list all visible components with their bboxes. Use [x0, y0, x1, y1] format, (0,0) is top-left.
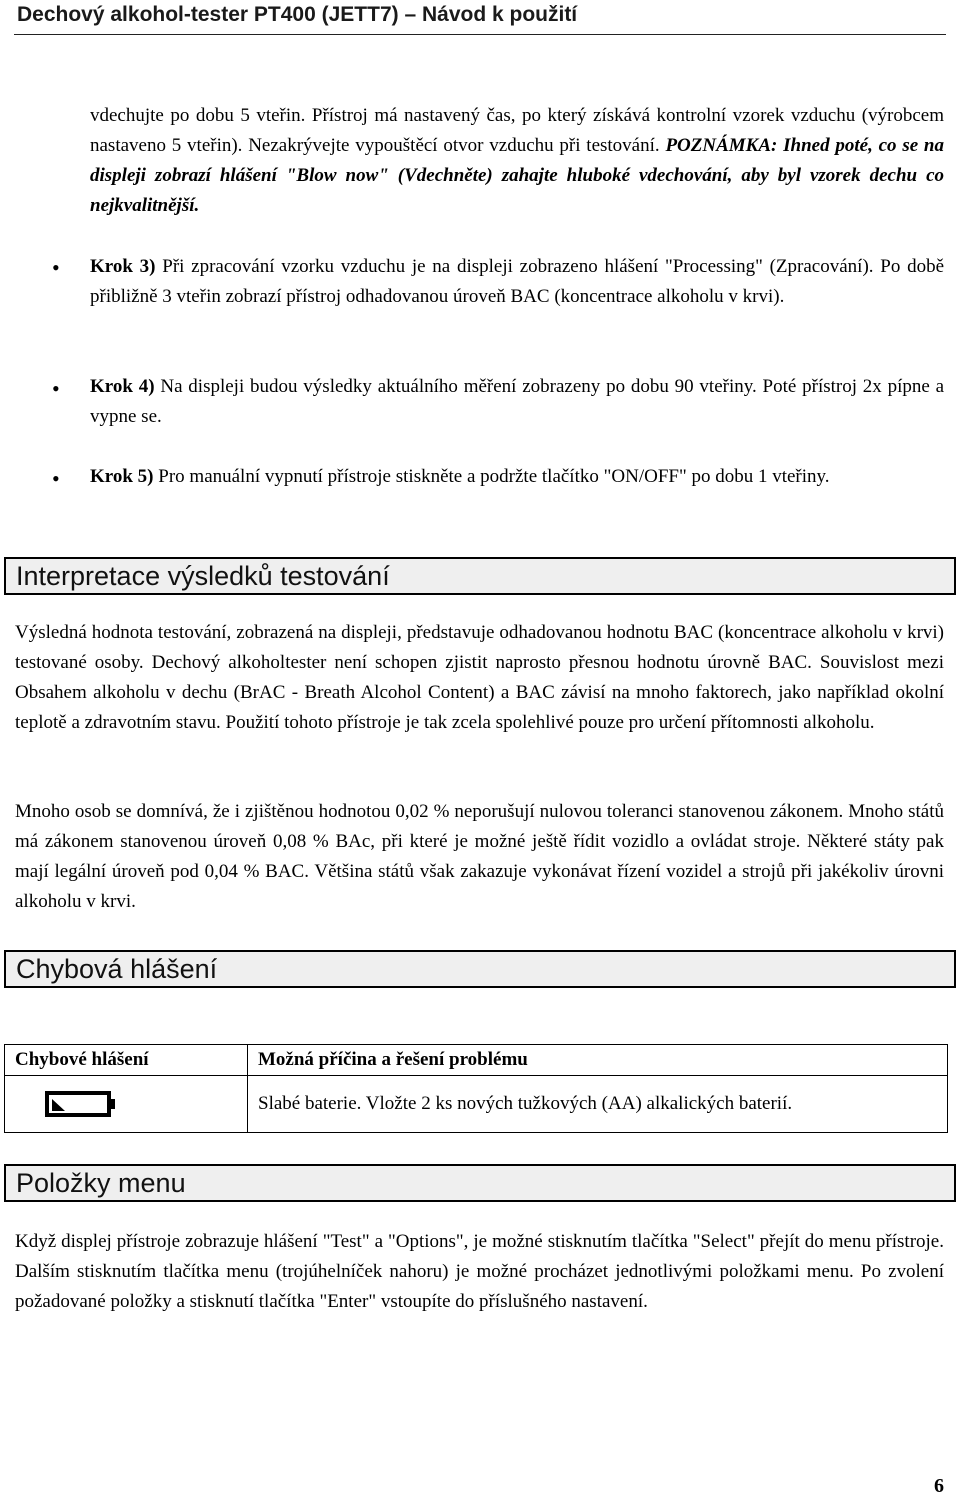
- bullet-icon: •: [52, 255, 60, 280]
- error-icon-cell: [5, 1076, 248, 1133]
- low-battery-icon: [45, 1091, 117, 1117]
- intro-note: POZNÁMKA: Ihned poté, co se na displeji zobrazí hlášení "Blow now" (Vdechněte) zahajte hluboké vdechování, aby byl vzorek dechu co nejkvalitnější.: [90, 135, 944, 216]
- step-3: [90, 252, 944, 312]
- intro-text: vdechujte po dobu 5 vteřin. Přístroj má nastavený čas, po který získává kontrolní vzorek vzduchu (výrobcem nastaveno 5 vteřin). Nezakrývejte vypouštěcí otvor vzduchu při testování.: [90, 105, 944, 156]
- document-header-title: Dechový alkohol-tester PT400 (JETT7) – Návod k použití: [17, 3, 578, 26]
- step-4: [90, 372, 944, 432]
- intro-block: [90, 101, 944, 221]
- error-table-col-header: Chybové hlášení: [5, 1045, 248, 1076]
- step-label: Krok 4): [90, 376, 155, 397]
- menu-paragraph: Když displej přístroje zobrazuje hlášení "Test" a "Options", je možné stisknutím tlačítka "Select" přejít do menu přístroje. Dalším stisknutím tlačítka menu (trojúhelníček nahoru) je možné procházet jednotlivými položkami menu. Po zvolení požadované položky a stisknutí tlačítka "Enter" vstoupíte do příslušného nastavení.: [15, 1231, 944, 1312]
- error-table-header-row: [5, 1045, 948, 1076]
- table-row: [5, 1076, 948, 1133]
- interpretation-paragraph-2: Mnoho osob se domnívá, že i zjištěnou hodnotou 0,02 % neporušují nulovou toleranci stanovenou zákonem. Mnoho států má zákonem stanovenou úroveň 0,08 % BAc, při které je možné ještě řídit vozidlo a ovládat stroje. Některé státy pak mají legální úroveň pod 0,04 % BAC. Většina států však zakazuje vykonávat řízení vozidel a strojů při jakékoliv úrovni alkoholu v krvi.: [15, 801, 944, 912]
- section-heading-errors: Chybová hlášení: [4, 950, 956, 988]
- header-divider: [14, 34, 946, 35]
- error-description: Slabé baterie. Vložte 2 ks nových tužkových (AA) alkalických baterií.: [248, 1076, 948, 1133]
- error-table: [4, 1044, 948, 1133]
- error-table-col-header: Možná příčina a řešení problému: [248, 1045, 948, 1076]
- section-heading-menu: Položky menu: [4, 1164, 956, 1202]
- step-text: Na displeji budou výsledky aktuálního měření zobrazeny po dobu 90 vteřiny. Poté přístroj 2x pípne a vypne se.: [90, 376, 945, 427]
- interpretation-paragraph-1: Výsledná hodnota testování, zobrazená na displeji, představuje odhadovanou hodnotu BAC (koncentrace alkoholu v krvi) testované osoby. Dechový alkoholtester není schopen zjistit naprosto přesnou hodnotu úrovně BAC. Souvislost mezi Obsahem alkoholu v dechu (BrAC - Breath Alcohol Content) a BAC závisí na mnoho faktorech, jako například okolní teplotě a zdravotním stavu. Použití tohoto přístroje je tak zcela spolehlivé pouze pro určení přítomnosti alkoholu.: [15, 622, 944, 733]
- section-heading-interpretation: Interpretace výsledků testování: [4, 557, 956, 595]
- page-number: 6: [934, 1475, 944, 1497]
- step-label: Krok 3): [90, 256, 156, 277]
- step-label: Krok 5): [90, 466, 154, 487]
- step-5: [90, 462, 944, 492]
- step-text: Pro manuální vypnutí přístroje stiskněte a podržte tlačítko "ON/OFF" po dobu 1 vteřiny.: [153, 466, 830, 487]
- bullet-icon: •: [52, 376, 60, 401]
- bullet-icon: •: [52, 466, 60, 491]
- step-text: Při zpracování vzorku vzduchu je na displeji zobrazeno hlášení "Processing" (Zpracování). Po době přibližně 3 vteřin zobrazí přístroj odhadovanou úroveň BAC (koncentrace alkoholu v krvi).: [90, 256, 945, 307]
